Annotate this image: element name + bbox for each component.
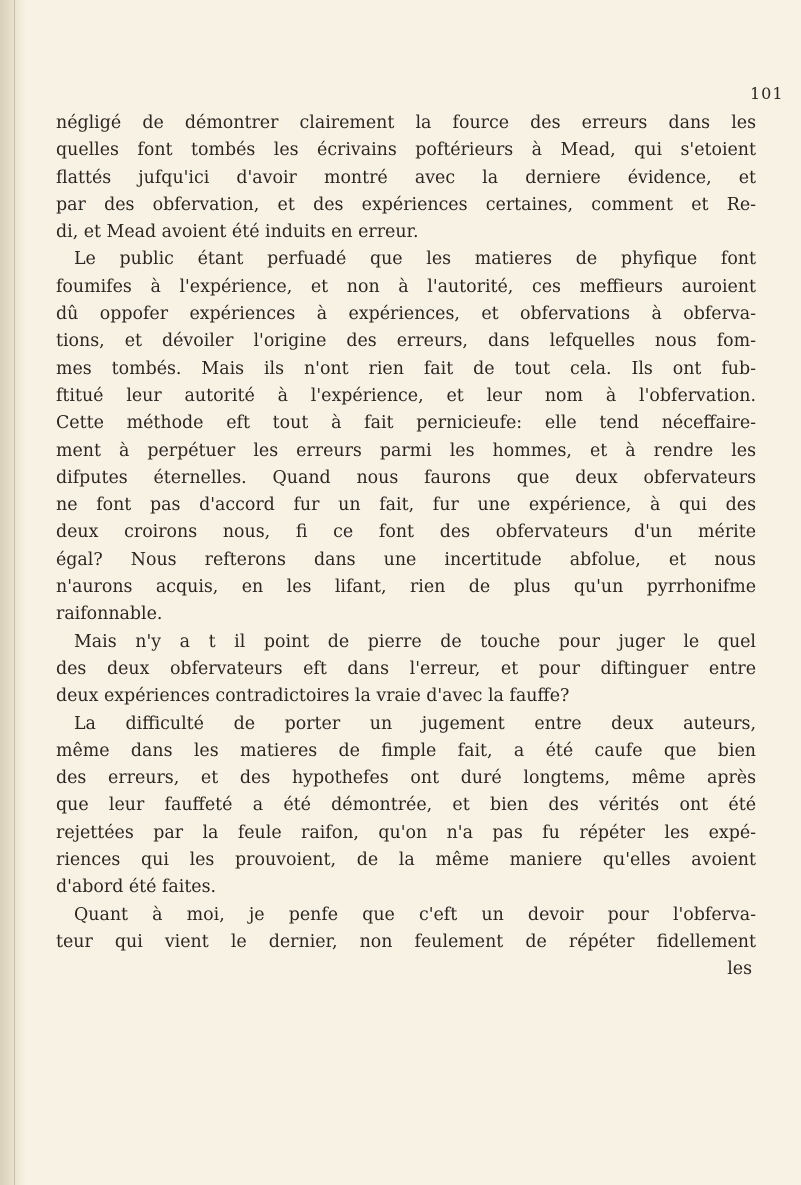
text-line: que leur fauffeté a été démontrée, et bien des vérités ont été	[56, 795, 756, 816]
paragraph-2	[56, 246, 756, 628]
text-line: rejettées par la feule raifon, qu'on n'a pas fu répéter les expé-	[56, 822, 756, 843]
text-line: ment à perpétuer les erreurs parmi les hommes, et à rendre les	[56, 440, 756, 461]
text-line: n'aurons acquis, en les lifant, rien de plus qu'un pyrrhonifme	[56, 577, 756, 598]
text-line: ne font pas d'accord fur un fait, fur une expérience, à qui des	[56, 495, 756, 516]
page-binding-edge	[14, 0, 15, 1185]
text-line: négligé de démontrer clairement la fource des erreurs dans les	[56, 113, 756, 133]
text-line: Quant à moi, je penfe que c'eft un devoir pour l'obferva-	[74, 904, 756, 925]
text-line: Le public étant perfuadé que les matieres de phyfique font	[74, 249, 756, 270]
text-line: par des obfervation, et des expériences certaines, comment et Re-	[56, 194, 756, 215]
text-line: mes tombés. Mais ils n'ont rien fait de tout cela. Ils ont fub-	[56, 358, 756, 379]
text-line: Cette méthode eft tout à fait pernicieufe: elle tend néceffaire-	[56, 413, 756, 434]
text-line: difputes éternelles. Quand nous faurons que deux obfervateurs	[56, 467, 756, 488]
text-line: La difficulté de porter un jugement entre deux auteurs,	[74, 713, 756, 734]
text-line: deux expériences contradictoires la vraie d'avec la fauffe?	[56, 686, 570, 707]
paragraph-5	[56, 902, 756, 957]
page-binding-shadow	[0, 0, 26, 1185]
text-line: dû oppofer expériences à expériences, et obfervations à obferva-	[56, 304, 756, 325]
text-line: égal? Nous refterons dans une incertitude abfolue, et nous	[56, 549, 756, 570]
text-line: Mais n'y a t il point de pierre de touche pour juger le quel	[74, 631, 756, 652]
text-line: di, et Mead avoient été induits en erreur.	[56, 222, 419, 243]
paragraph-1	[56, 110, 756, 246]
paragraph-4	[56, 711, 756, 902]
page-number: 101	[750, 84, 784, 103]
text-line: des deux obfervateurs eft dans l'erreur, et pour diftinguer entre	[56, 658, 756, 679]
text-line: riences qui les prouvoient, de la même maniere qu'elles avoient	[56, 850, 756, 871]
body-text	[56, 110, 756, 984]
text-line: deux croirons nous, fi ce font des obfervateurs d'un mérite	[56, 522, 756, 543]
text-line: des erreurs, et des hypothefes ont duré longtems, même après	[56, 768, 756, 789]
text-line: même dans les matieres de fimple fait, a été caufe que bien	[56, 740, 756, 761]
text-line: foumifes à l'expérience, et non à l'autorité, ces meffieurs auroient	[56, 276, 756, 297]
paragraph-3	[56, 629, 756, 711]
text-line: raifonnable.	[56, 604, 163, 625]
text-line: flattés jufqu'ici d'avoir montré avec la derniere évidence, et	[56, 167, 756, 188]
catchword: les	[727, 959, 752, 980]
text-line: tions, et dévoiler l'origine des erreurs, dans lefquelles nous fom-	[56, 331, 756, 352]
text-line: teur qui vient le dernier, non feulement de répéter fidellement	[56, 931, 756, 952]
text-line: quelles font tombés les écrivains poftérieurs à Mead, qui s'etoient	[56, 140, 756, 161]
text-line: ftitué leur autorité à l'expérience, et leur nom à l'obfervation.	[56, 385, 756, 406]
text-line: d'abord été faites.	[56, 877, 217, 898]
